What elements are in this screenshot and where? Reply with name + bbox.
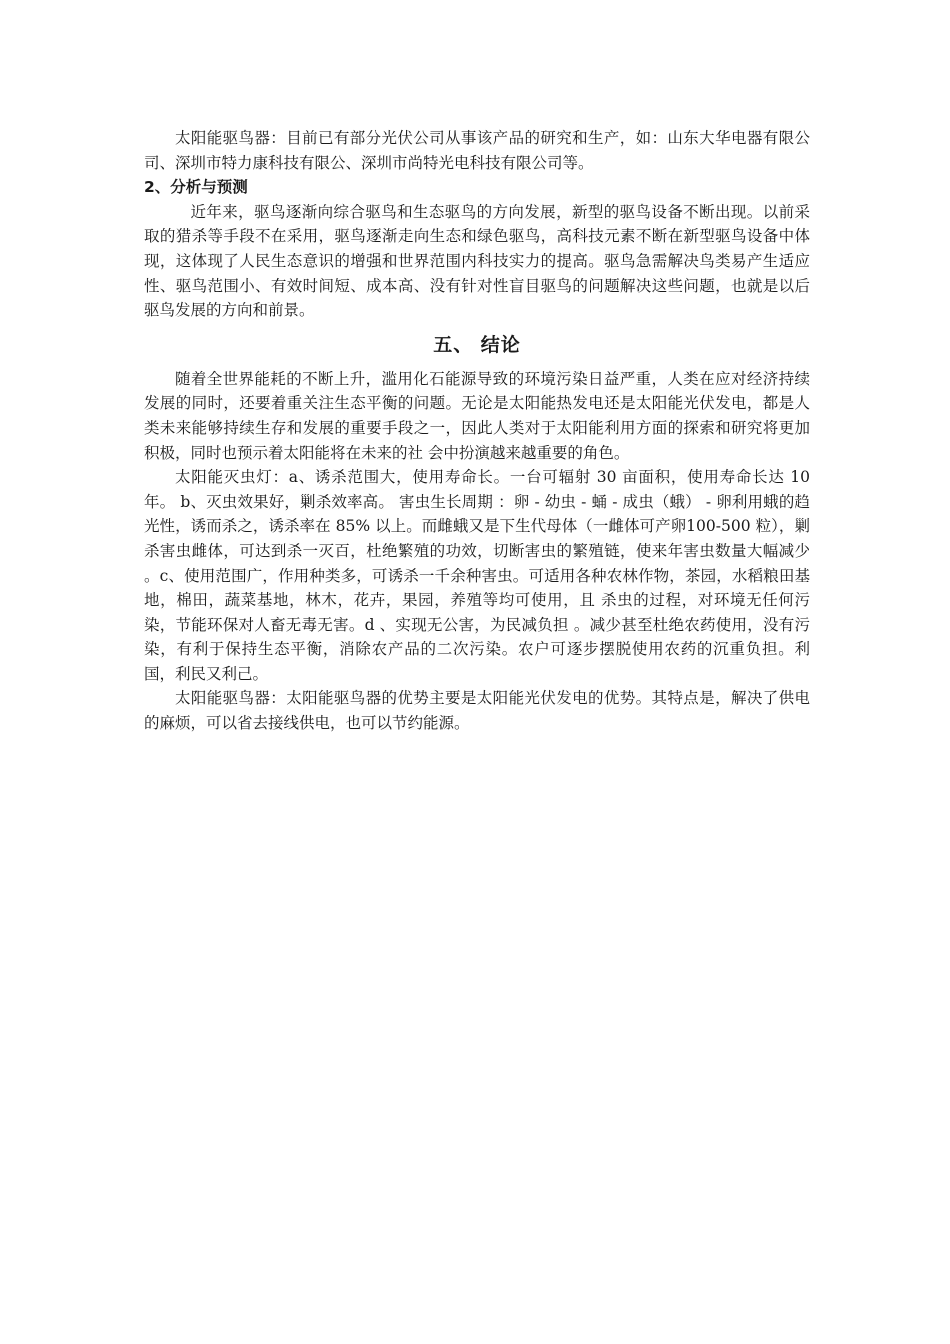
- analysis-paragraph: 近年来，驱鸟逐渐向综合驱鸟和生态驱鸟的方向发展，新型的驱鸟设备不断出现。以前采取的猎杀等手段不在采用，驱鸟逐渐走向生态和绿色驱鸟，高科技元素不断在新型驱鸟设备中体现，这体现了人民生态意识的增强和世界范围内科技实力的提高。驱鸟急需解决鸟类易产生适应性、驱鸟范围小、有效时间短、成本高、没有针对性盲目驱鸟的问题解决这些问题，也就是以后驱鸟发展的方向和前景。: [144, 202, 810, 320]
- document-page: [144, 126, 810, 736]
- conclusion-paragraph-2: 太阳能灭虫灯：a、诱杀范围大，使用寿命长。一台可辐射 30 亩面积，使用寿命长达 10 年。 b、灭虫效果好，剿杀效率高。 害虫生长周期 ：卵 - 幼虫 - 蛹 - 成虫（蛾） - 卵利用蛾的趋光性，诱而杀之，诱杀率在 85% 以上。而雌蛾又是下生代母体（一雌体可产卵100-500 粒），剿杀害虫雌体，可达到杀一灭百，杜绝繁殖的功效，切断害虫的繁殖链，使来年害虫数量大幅减少 。c、使用范围广，作用种类多，可诱杀一千余种害虫。可适用各种农林作物，茶园，水稻粮田基地，棉田，蔬菜基地，林木，花卉，果园，养殖等均可使用，且 杀虫的过程，对环境无任何污染，节能环保对人畜无毒无害。d 、实现无公害，为民减负担 。减少甚至杜绝农药使用，没有污染，有利于保持生态平衡，消除农产品的二次污染。农户可逐步摆脱使用农药的沉重负担。利国，利民又利己。: [144, 468, 810, 683]
- intro-paragraph: 太阳能驱鸟器：目前已有部分光伏公司从事该产品的研究和生产，如：山东大华电器有限公司、深圳市特力康科技有限公、深圳市尚特光电科技有限公司等。: [144, 129, 810, 172]
- subheading-analysis: 2、分析与预测: [144, 178, 248, 197]
- conclusion-paragraph-1: 随着全世界能耗的不断上升，滥用化石能源导致的环境污染日益严重，人类在应对经济持续发展的同时，还要着重关注生态平衡的问题。无论是太阳能热发电还是太阳能光伏发电，都是人类未来能够持续生存和发展的重要手段之一，因此人类对于太阳能利用方面的探索和研究将更加积极，同时也预示着太阳能将在未来的社 会中扮演越来越重要的角色。: [144, 369, 810, 462]
- section-title-conclusion: 五、 结论: [433, 333, 521, 356]
- conclusion-paragraph-3: 太阳能驱鸟器：太阳能驱鸟器的优势主要是太阳能光伏发电的优势。其特点是，解决了供电的麻烦，可以省去接线供电，也可以节约能源。: [144, 689, 810, 733]
